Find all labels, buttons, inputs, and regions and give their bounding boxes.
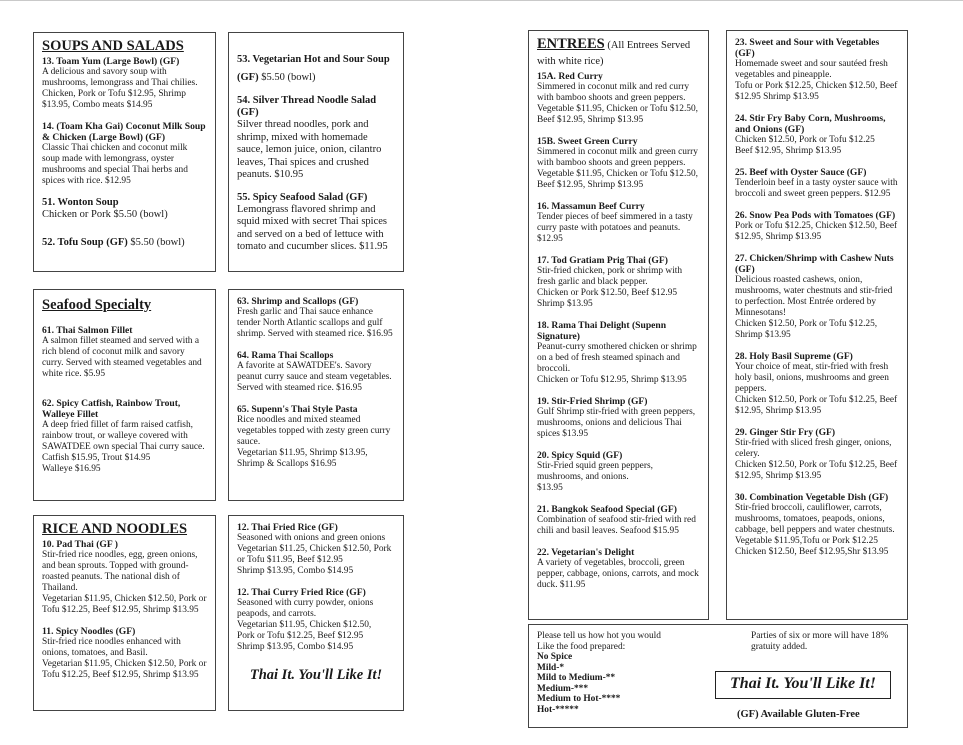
menu-item bbox=[735, 492, 899, 558]
footer-slogan: Thai It. You'll Like It! bbox=[715, 671, 891, 699]
item-desc: Stir-fried with sliced fresh ginger, onions, celery. Chicken $12.50, Pork or Tofu $12.25, Beef $12.95, Shrimp $13.95 bbox=[735, 438, 898, 481]
item-desc: Gulf Shrimp stir-fried with green peppers, mushrooms, onions and delicious Thai spices $13.95 bbox=[537, 407, 696, 439]
item-desc: Seasoned with curry powder, onions peapods, and carrots. Vegetarian $11.95, Chicken $12.50, Pork or Tofu $12.25, Beef $12.95 Shrimp $13.95, Combo $14.95 bbox=[237, 598, 374, 652]
item-name: 11. Spicy Noodles (GF) bbox=[42, 626, 136, 637]
item-desc: Stir-fried chicken, pork or shrimp with fresh garlic and black pepper. Chicken or Pork $12.50, Beef $12.95 Shrimp $13.95 bbox=[537, 266, 683, 309]
menu-item bbox=[537, 547, 700, 591]
item-name: 19. Stir-Fried Shrimp (GF) bbox=[537, 396, 648, 407]
item-name: 23. Sweet and Sour with Vegetables (GF) bbox=[735, 37, 880, 59]
rice-noodles-panel-2 bbox=[228, 515, 404, 711]
item-name: 53. Vegetarian Hot and Sour Soup (GF) bbox=[237, 54, 390, 83]
item-name: 18. Rama Thai Delight (Supenn Signature) bbox=[537, 320, 667, 342]
seafood-title: Seafood Specialty bbox=[42, 297, 152, 313]
spice-level: No Spice bbox=[537, 652, 573, 662]
menu-item bbox=[237, 192, 395, 254]
info-panel bbox=[528, 624, 908, 728]
item-desc: Simmered in coconut milk and green curry with bamboo shoots and green peppers. Vegetable $11.95, Chicken or Tofu $12.50, Beef $12.95, Shrimp $13.95 bbox=[537, 147, 699, 190]
menu-item bbox=[537, 450, 700, 494]
item-desc: Classic Thai chicken and coconut milk soup made with lemongrass, oyster mushrooms and special Thai herbs and spices with rice. $12.95 bbox=[42, 143, 188, 186]
item-desc: Peanut-curry smothered chicken or shrimp on a bed of fresh steamed spinach and broccoli. Chicken or Tofu $12.95, Shrimp $13.95 bbox=[537, 342, 697, 385]
item-desc: Pork or Tofu $12.25, Chicken $12.50, Beef $12.95, Shrimp $13.95 bbox=[735, 221, 898, 242]
menu-item bbox=[537, 504, 700, 537]
item-name: 22. Vegetarian's Delight bbox=[537, 547, 635, 558]
item-name: 27. Chicken/Shrimp with Cashew Nuts (GF) bbox=[735, 253, 894, 275]
menu-item bbox=[735, 427, 899, 482]
item-desc: Your choice of meat, stir-fried with fresh holy basil, onions, mushrooms and green peppers. Chicken $12.50, Pork or Tofu $12.25, Beef $12.95, Shrimp $13.95 bbox=[735, 362, 898, 416]
menu-item bbox=[735, 113, 899, 157]
item-desc: A salmon fillet steamed and served with a rich blend of coconut milk and savory curry. Served with steamed vegetables and white rice. $5.95 bbox=[42, 336, 202, 379]
item-name: 62. Spicy Catfish, Rainbow Trout, Walleye Fillet bbox=[42, 398, 181, 420]
spice-level: Mild-* bbox=[537, 662, 565, 673]
menu-item bbox=[537, 255, 700, 310]
spice-level: Medium-*** bbox=[537, 683, 589, 694]
rice-noodles-panel bbox=[33, 515, 216, 711]
menu-item bbox=[735, 37, 899, 103]
menu-item bbox=[537, 71, 700, 126]
item-desc: Chicken $12.50, Pork or Tofu $12.25 Beef $12.95, Shrimp $13.95 bbox=[735, 135, 875, 156]
item-desc: A variety of vegetables, broccoli, green pepper, cabbage, onions, carrots, and mock duck. $11.95 bbox=[537, 558, 699, 590]
spice-level: Mild to Medium-** bbox=[537, 673, 616, 683]
menu-item bbox=[537, 136, 700, 191]
menu-item bbox=[42, 398, 207, 475]
menu-item bbox=[42, 539, 207, 616]
item-name: 15A. Red Curry bbox=[537, 71, 603, 82]
item-desc: Fresh garlic and Thai sauce enhance tender North Atlantic scallops and gulf shrimp. Served with steamed rice. $16.95 bbox=[237, 307, 393, 339]
item-desc: Simmered in coconut milk and red curry with bamboo shoots and green peppers. Vegetable $11.95, Chicken or Tofu $12.50, Beef $12.95, Shrimp $13.95 bbox=[537, 82, 699, 125]
item-name: 30. Combination Vegetable Dish (GF) bbox=[735, 492, 889, 503]
item-name: 29. Ginger Stir Fry (GF) bbox=[735, 427, 836, 438]
item-desc: Tenderloin beef in a tasty oyster sauce with broccoli and sweet green peppers. $12.95 bbox=[735, 178, 898, 199]
menu-item bbox=[42, 325, 207, 380]
item-name: 26. Snow Pea Pods with Tomatoes (GF) bbox=[735, 210, 896, 221]
spice-level: Medium to Hot-**** bbox=[537, 694, 621, 704]
item-name: 51. Wonton Soup bbox=[42, 197, 119, 208]
menu-item bbox=[237, 404, 395, 470]
item-desc: Stir-fried rice noodles enhanced with onions, tomatoes, and Basil. Vegetarian $11.95, Chicken $12.50, Pork or Tofu $12.25, Beef $12.95, Shrimp $13.95 bbox=[42, 637, 207, 680]
item-desc: A favorite at SAWATDEE's. Savory peanut curry sauce and steam vegetables. Served with steamed rice. $16.95 bbox=[237, 361, 392, 393]
item-name: 63. Shrimp and Scallops (GF) bbox=[237, 296, 359, 307]
item-name: 20. Spicy Squid (GF) bbox=[537, 450, 623, 461]
entrees-note: (All Entrees Served with white rice) bbox=[537, 40, 691, 67]
item-desc: Homemade sweet and sour sautéed fresh vegetables and pineapple. Tofu or Pork $12.25, Chicken $12.50, Beef $12.95 Shrimp $13.95 bbox=[735, 59, 898, 102]
item-name: 12. Thai Fried Rice (GF) bbox=[237, 522, 338, 533]
spice-level-list bbox=[537, 631, 717, 715]
entrees-header bbox=[537, 37, 700, 69]
menu-item bbox=[237, 587, 395, 653]
item-name: 15B. Sweet Green Curry bbox=[537, 136, 638, 147]
menu-item bbox=[42, 232, 207, 250]
seafood-panel-2 bbox=[228, 289, 404, 501]
item-desc: Chicken or Pork $5.50 (bowl) bbox=[42, 209, 168, 220]
item-desc: $5.50 (bowl) bbox=[127, 236, 185, 248]
item-name: 65. Supenn's Thai Style Pasta bbox=[237, 404, 358, 415]
item-desc: Silver thread noodles, pork and shrimp, mixed with homemade sauce, lemon juice, onion, cilantro leaves, Thai spices and crushed peanuts. $10.95 bbox=[237, 119, 382, 180]
item-desc: Delicious roasted cashews, onion, mushrooms, water chestnuts and stir-fried to perfection. Most Entrée ordered by Minnesotans! Chicken $12.50, Pork or Tofu $12.25, Shrimp $13.95 bbox=[735, 275, 893, 340]
menu-item bbox=[42, 197, 207, 222]
item-name: 55. Spicy Seafood Salad (GF) bbox=[237, 191, 368, 203]
entrees-title: ENTREES bbox=[537, 36, 605, 52]
item-desc: $5.50 (bowl) bbox=[258, 72, 316, 83]
seafood-panel bbox=[33, 289, 216, 501]
menu-item bbox=[237, 49, 395, 85]
item-name: 12. Thai Curry Fried Rice (GF) bbox=[237, 587, 366, 598]
item-desc: Rice noodles and mixed steamed vegetables topped with zesty green curry sauce. Vegetarian $11.95, Shrimp $13.95, Shrimp & Scallops $16.95 bbox=[237, 415, 391, 469]
spice-intro: Like the food prepared: bbox=[537, 641, 626, 652]
menu-item bbox=[237, 522, 395, 577]
item-name: 61. Thai Salmon Fillet bbox=[42, 325, 133, 336]
item-desc: Stir-fried rice noodles, egg, green onions, and bean sprouts. Topped with ground-roasted peanuts. The national dish of Thailand. Vegetarian $11.95, Chicken $12.50, Pork or Tofu $12.25, Beef $12.95, Shrimp $13.95 bbox=[42, 550, 207, 615]
soups-salads-title: SOUPS AND SALADS bbox=[42, 38, 184, 54]
menu-item bbox=[237, 350, 395, 394]
item-desc: Stir-Fried squid green peppers, mushrooms, and onions. $13.95 bbox=[537, 461, 653, 493]
item-desc: Combination of seafood stir-fried with red chili and basil leaves. Seafood $15.95 bbox=[537, 515, 696, 536]
item-name: 64. Rama Thai Scallops bbox=[237, 350, 334, 361]
soups-salads-panel-2 bbox=[228, 32, 404, 272]
item-name: 21. Bangkok Seafood Special (GF) bbox=[537, 504, 677, 515]
gluten-free-note: (GF) Available Gluten-Free bbox=[737, 709, 860, 720]
item-desc: Seasoned with onions and green onions Vegetarian $11.25, Chicken $12.50, Pork or Tofu $11.95, Beef $12.95 Shrimp $13.95, Combo $14.95 bbox=[237, 533, 392, 576]
spice-intro: Please tell us how hot you would bbox=[537, 631, 661, 641]
menu-item bbox=[537, 201, 700, 245]
item-name: 10. Pad Thai (GF ) bbox=[42, 539, 118, 550]
item-name: 16. Massamun Beef Curry bbox=[537, 201, 645, 212]
menu-item bbox=[735, 351, 899, 417]
entrees-panel bbox=[528, 30, 709, 620]
item-name: 28. Holy Basil Supreme (GF) bbox=[735, 351, 853, 362]
item-desc: Tender pieces of beef simmered in a tasty curry paste with potatoes and peanuts. $12.95 bbox=[537, 212, 693, 244]
item-name: 13. Toam Yum (Large Bowl) (GF) bbox=[42, 56, 180, 67]
item-name: 14. (Toam Kha Gai) Coconut Milk Soup & Chicken (Large Bowl) (GF) bbox=[42, 121, 206, 143]
slogan: Thai It. You'll Like It! bbox=[249, 667, 383, 683]
menu-item bbox=[42, 56, 207, 111]
menu-item bbox=[537, 320, 700, 386]
menu-item bbox=[537, 396, 700, 440]
menu-item bbox=[42, 626, 207, 681]
item-desc: A delicious and savory soup with mushrooms, lemongrass and Thai chilies. Chicken, Pork or Tofu $12.95, Shrimp $13.95, Combo meats $14.95 bbox=[42, 67, 198, 110]
item-name: 24. Stir Fry Baby Corn, Mushrooms, and Onions (GF) bbox=[735, 113, 886, 135]
item-desc: A deep fried fillet of farm raised catfish, rainbow trout, or walleye covered with SAWATDEE own special Thai curry sauce. Catfish $15.95, Trout $14.95 Walleye $16.95 bbox=[42, 420, 205, 474]
top-divider bbox=[0, 0, 963, 1]
menu-item bbox=[237, 296, 395, 340]
menu-item bbox=[237, 95, 395, 182]
item-desc: Stir-fried broccoli, cauliflower, carrots, mushrooms, tomatoes, peapods, onions, cabbage, bell peppers and water chestnuts. Vegetable $11.95,Tofu or Pork $12.25 Chicken $12.50, Beef $12.95,Shr $13.95 bbox=[735, 503, 895, 557]
item-name: 54. Silver Thread Noodle Salad (GF) bbox=[237, 95, 377, 118]
gratuity-note: Parties of six or more will have 18% gratuity added. bbox=[751, 631, 889, 652]
item-name: 52. Tofu Soup (GF) bbox=[42, 236, 128, 248]
item-name: 17. Tod Gratiam Prig Thai (GF) bbox=[537, 255, 668, 266]
rice-noodles-title: RICE AND NOODLES bbox=[42, 521, 188, 537]
spice-level: Hot-***** bbox=[537, 704, 579, 715]
menu-item bbox=[735, 253, 899, 341]
entrees-panel-2 bbox=[726, 30, 908, 620]
menu-item bbox=[42, 121, 207, 187]
item-name: 25. Beef with Oyster Sauce (GF) bbox=[735, 167, 867, 178]
menu-item bbox=[735, 210, 899, 243]
item-desc: Lemongrass flavored shrimp and squid mixed with secret Thai spices and served on a bed of lettuce with tomato and cucumber slices. $11.95 bbox=[237, 203, 388, 252]
menu-item bbox=[735, 167, 899, 200]
soups-salads-panel bbox=[33, 32, 216, 272]
